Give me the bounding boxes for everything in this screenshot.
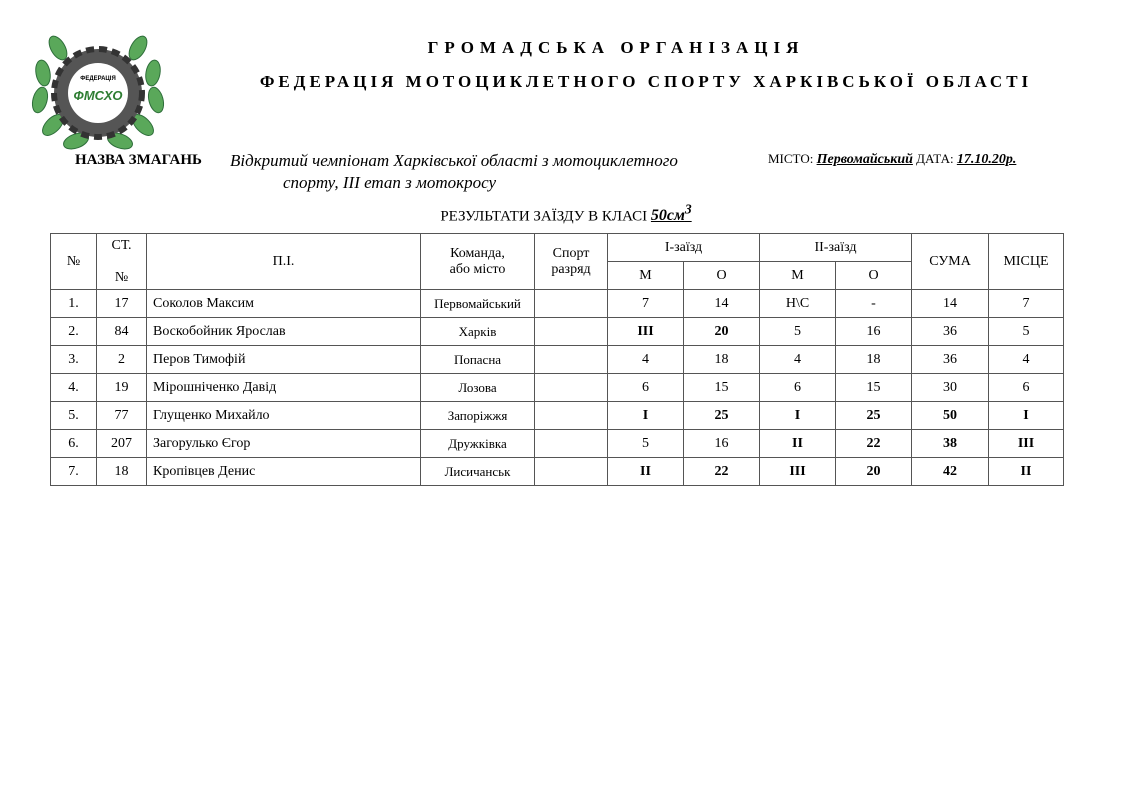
cell-n: 5. xyxy=(51,402,97,430)
table-row xyxy=(51,318,1064,346)
cell-o1: 16 xyxy=(684,430,760,458)
cell-m2: 5 xyxy=(760,318,836,346)
cell-team: Первомайський xyxy=(421,290,535,318)
results-title xyxy=(0,202,1132,225)
cell-o1: 25 xyxy=(684,402,760,430)
competition-name-line1: Відкритий чемпіонат Харківської області з мотоциклетного xyxy=(230,151,678,170)
cell-o2: 20 xyxy=(836,458,912,486)
table-row xyxy=(51,346,1064,374)
header-race1-m: М xyxy=(608,262,684,290)
cell-o1: 22 xyxy=(684,458,760,486)
cell-o1: 15 xyxy=(684,374,760,402)
cell-m2: І xyxy=(760,402,836,430)
cell-o2: 16 xyxy=(836,318,912,346)
cell-rank xyxy=(535,374,608,402)
table-row xyxy=(51,290,1064,318)
header-team: Команда, або місто xyxy=(421,234,535,290)
cell-rank xyxy=(535,346,608,374)
cell-n: 3. xyxy=(51,346,97,374)
header-race2-m: М xyxy=(760,262,836,290)
cell-n: 6. xyxy=(51,430,97,458)
svg-text:ФМСХО: ФМСХО xyxy=(73,88,123,103)
cell-o2: 22 xyxy=(836,430,912,458)
cell-m1: 4 xyxy=(608,346,684,374)
cell-n: 1. xyxy=(51,290,97,318)
header-race2-o: О xyxy=(836,262,912,290)
cell-m2: ІІ xyxy=(760,430,836,458)
class-value xyxy=(650,202,692,225)
cell-sum: 36 xyxy=(912,318,989,346)
header-race1-o: О xyxy=(684,262,760,290)
cell-st: 77 xyxy=(97,402,147,430)
competition-name-line2: спорту, ІІІ етап з мотокросу xyxy=(283,173,497,192)
competition-label: НАЗВА ЗМАГАНЬ xyxy=(75,152,202,168)
cell-team: Дружківка xyxy=(421,430,535,458)
header-race2: ІІ-заїзд xyxy=(760,234,912,262)
cell-st: 17 xyxy=(97,290,147,318)
date-label: ДАТА: xyxy=(916,151,954,166)
cell-n: 4. xyxy=(51,374,97,402)
cell-team: Запоріжжя xyxy=(421,402,535,430)
cell-team: Попасна xyxy=(421,346,535,374)
header-rank: Спорт разряд xyxy=(535,234,608,290)
cell-o2: - xyxy=(836,290,912,318)
cell-name: Соколов Максим xyxy=(147,290,421,318)
competition-name xyxy=(230,150,750,194)
cell-m1: 7 xyxy=(608,290,684,318)
cell-m1: ІІІ xyxy=(608,318,684,346)
results-title-text: РЕЗУЛЬТАТИ ЗАЇЗДУ В КЛАСІ xyxy=(440,208,648,225)
cell-sum: 30 xyxy=(912,374,989,402)
cell-name: Мірошніченко Давід xyxy=(147,374,421,402)
table-row xyxy=(51,430,1064,458)
cell-name: Воскобойник Ярослав xyxy=(147,318,421,346)
cell-place: 7 xyxy=(989,290,1064,318)
cell-m2: ІІІ xyxy=(760,458,836,486)
header-sum: СУМА xyxy=(912,234,989,290)
header-num: № xyxy=(51,234,97,290)
city-date xyxy=(768,151,1016,168)
header-name: П.І. xyxy=(147,234,421,290)
cell-name: Глущенко Михайло xyxy=(147,402,421,430)
organization-title: ГРОМАДСЬКА ОРГАНІЗАЦІЯ xyxy=(427,38,805,57)
cell-st: 84 xyxy=(97,318,147,346)
svg-text:ФЕДЕРАЦІЯ: ФЕДЕРАЦІЯ xyxy=(80,76,116,82)
cell-place: 6 xyxy=(989,374,1064,402)
cell-m2: 6 xyxy=(760,374,836,402)
cell-sum: 38 xyxy=(912,430,989,458)
cell-sum: 50 xyxy=(912,402,989,430)
cell-place: ІІ xyxy=(989,458,1064,486)
cell-m1: І xyxy=(608,402,684,430)
table-row xyxy=(51,374,1064,402)
class-superscript: 3 xyxy=(684,202,692,217)
cell-m1: ІІ xyxy=(608,458,684,486)
cell-o2: 25 xyxy=(836,402,912,430)
cell-team: Харків xyxy=(421,318,535,346)
cell-place: І xyxy=(989,402,1064,430)
cell-st: 19 xyxy=(97,374,147,402)
header-place: МІСЦЕ xyxy=(989,234,1064,290)
cell-o1: 20 xyxy=(684,318,760,346)
city-label: МІСТО: xyxy=(768,151,814,166)
cell-st: 18 xyxy=(97,458,147,486)
cell-place: ІІІ xyxy=(989,430,1064,458)
table-row xyxy=(51,458,1064,486)
cell-m1: 6 xyxy=(608,374,684,402)
cell-st: 207 xyxy=(97,430,147,458)
cell-team: Лисичанськ xyxy=(421,458,535,486)
results-table xyxy=(50,233,1064,486)
date-value: 17.10.20р. xyxy=(956,152,1017,167)
class-name: 50см xyxy=(650,207,685,225)
federation-title: ФЕДЕРАЦІЯ МОТОЦИКЛЕТНОГО СПОРТУ ХАРКІВСЬКОЇ ОБЛАСТІ xyxy=(259,72,1033,91)
cell-name: Загорулько Єгор xyxy=(147,430,421,458)
cell-rank xyxy=(535,290,608,318)
cell-team: Лозова xyxy=(421,374,535,402)
cell-name: Перов Тимофій xyxy=(147,346,421,374)
cell-o2: 18 xyxy=(836,346,912,374)
cell-n: 7. xyxy=(51,458,97,486)
table-row xyxy=(51,402,1064,430)
city-value: Первомайський xyxy=(816,152,913,167)
cell-rank xyxy=(535,318,608,346)
cell-rank xyxy=(535,402,608,430)
cell-rank xyxy=(535,458,608,486)
cell-name: Кропівцев Денис xyxy=(147,458,421,486)
cell-place: 4 xyxy=(989,346,1064,374)
cell-place: 5 xyxy=(989,318,1064,346)
cell-o1: 14 xyxy=(684,290,760,318)
cell-st: 2 xyxy=(97,346,147,374)
cell-sum: 36 xyxy=(912,346,989,374)
cell-o2: 15 xyxy=(836,374,912,402)
cell-o1: 18 xyxy=(684,346,760,374)
cell-sum: 14 xyxy=(912,290,989,318)
cell-rank xyxy=(535,430,608,458)
cell-m2: 4 xyxy=(760,346,836,374)
cell-sum: 42 xyxy=(912,458,989,486)
cell-m1: 5 xyxy=(608,430,684,458)
header-race1: І-заїзд xyxy=(608,234,760,262)
cell-m2: Н\С xyxy=(760,290,836,318)
cell-n: 2. xyxy=(51,318,97,346)
header-start-num: СТ. № xyxy=(97,234,147,290)
